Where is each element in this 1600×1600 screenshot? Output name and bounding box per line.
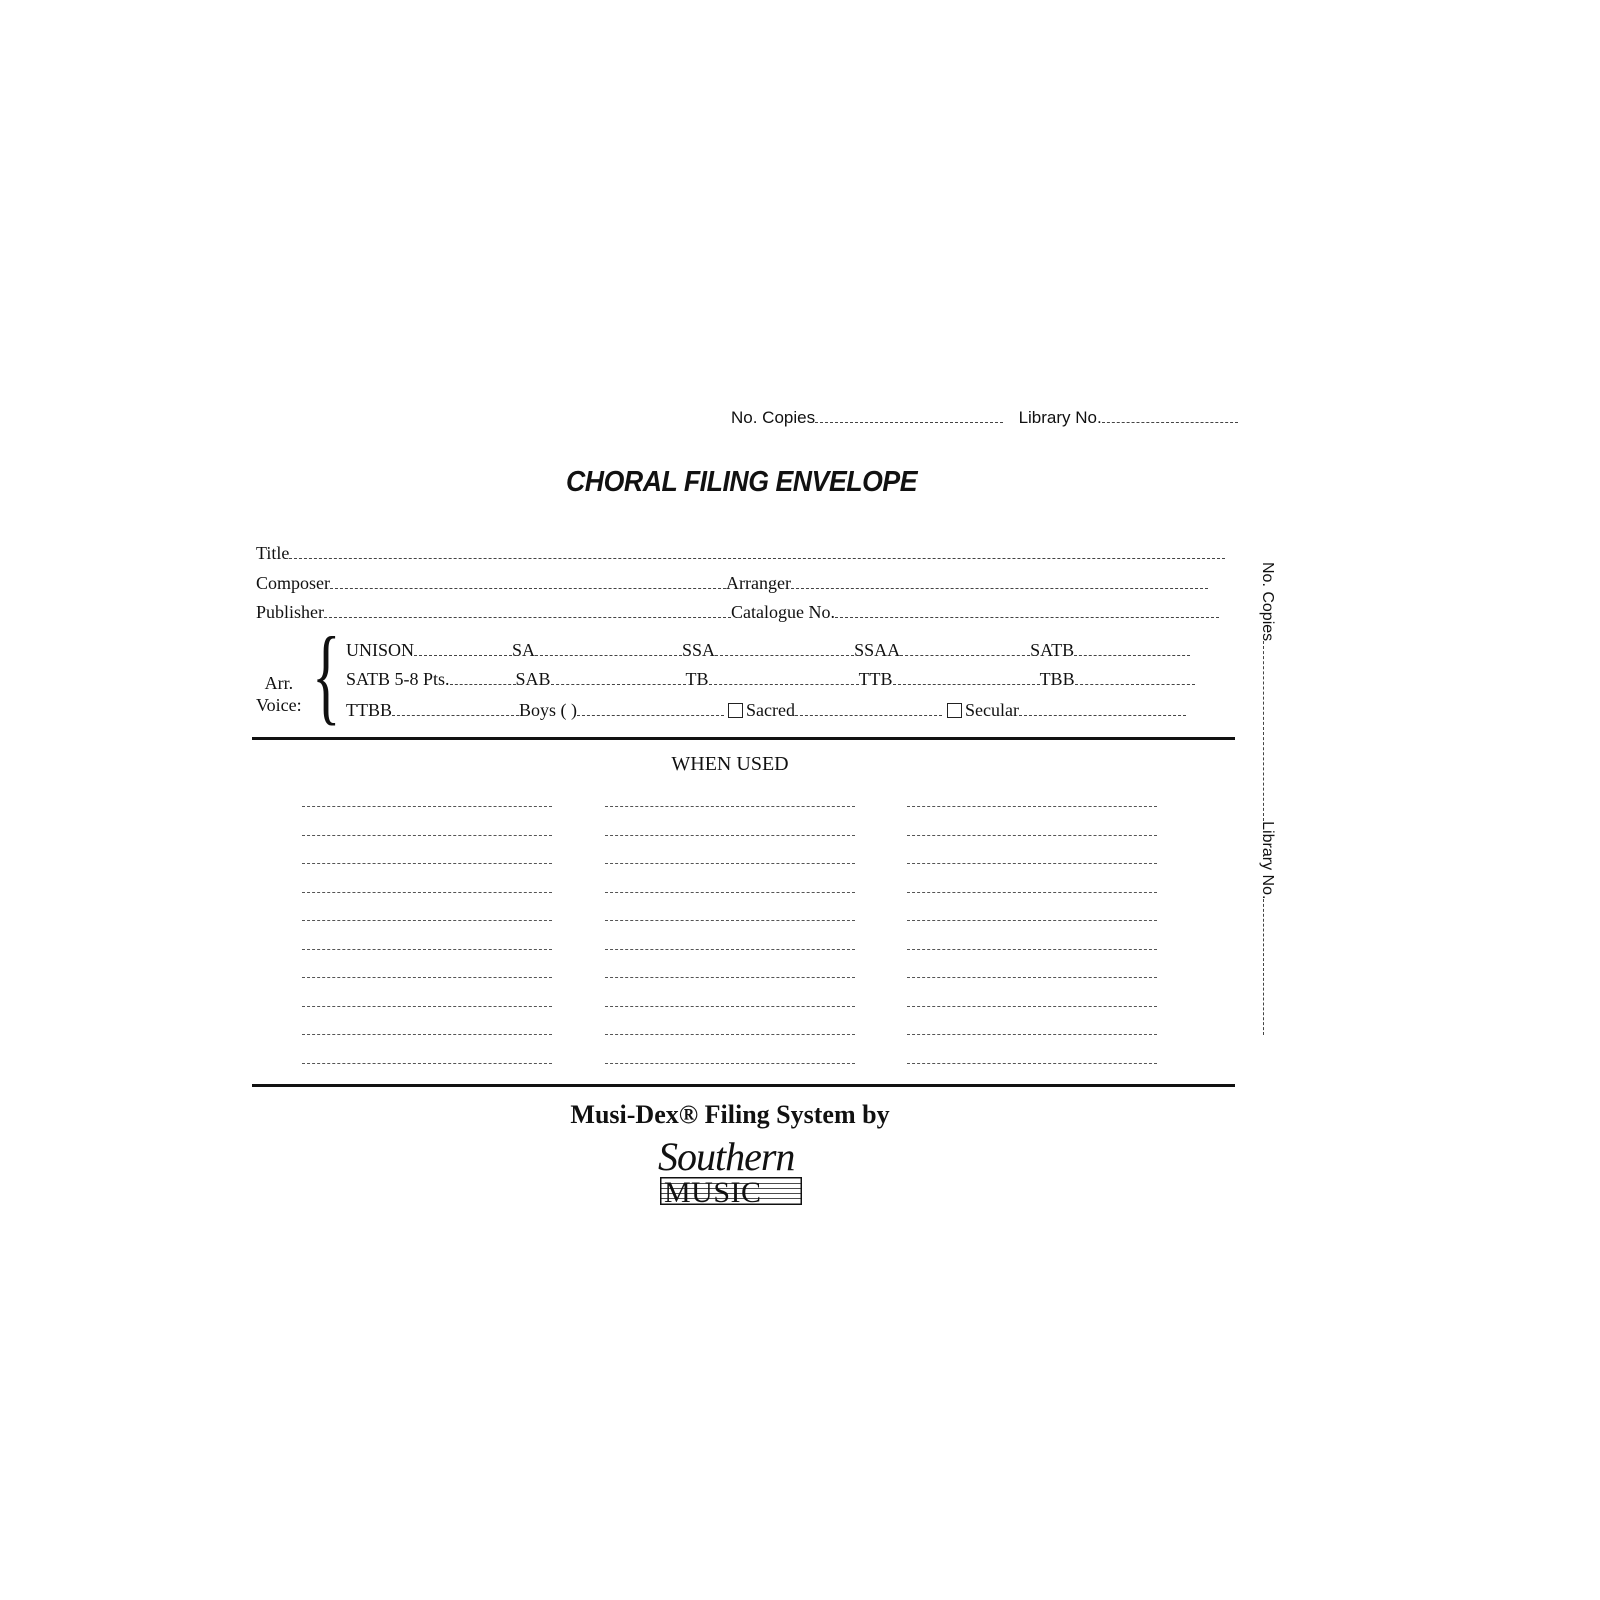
voice-row-2 [346,669,1195,690]
when-used-heading: WHEN USED [671,753,789,775]
composer-label: Composer [256,573,330,593]
voice-option-ssa[interactable]: SSA [682,640,854,661]
logo-script-word: Southern [658,1134,795,1179]
when-used-line[interactable] [302,1006,552,1007]
voice-option-ttbb[interactable]: TTBB [346,700,519,721]
side-library-no-blank[interactable] [1263,899,1264,1035]
library-no-label: Library No. [1018,408,1102,427]
voice-option-sa[interactable]: SA [512,640,682,661]
when-used-line[interactable] [605,1034,855,1035]
voice-option-tbb[interactable]: TBB [1040,669,1195,690]
when-used-line[interactable] [907,949,1157,950]
voice-option-satb[interactable]: SATB [1030,640,1190,661]
when-used-line[interactable] [907,920,1157,921]
secular-option[interactable]: Secular [947,700,1186,721]
when-used-line[interactable] [605,892,855,893]
publisher-row [256,602,1219,623]
publisher-blank[interactable] [324,617,731,618]
logo-block-word: MUSIC [664,1176,762,1209]
voice-row-3 [346,700,1186,721]
when-used-line[interactable] [907,1034,1157,1035]
composer-row [256,573,1208,594]
voice-option-ssaa[interactable]: SSAA [854,640,1030,661]
when-used-line[interactable] [907,835,1157,836]
form-title: CHORAL FILING ENVELOPE [566,466,918,498]
voice-row-1 [346,640,1190,661]
header-copies-library [731,408,1238,428]
when-used-line[interactable] [302,949,552,950]
voice-option-tb[interactable]: TB [686,669,859,690]
side-library-no-label: Library No. [1259,821,1276,900]
library-no-blank[interactable] [1102,422,1238,423]
arr-label-line2: Voice: [256,695,302,715]
divider-top [252,737,1235,740]
when-used-line[interactable] [302,920,552,921]
when-used-line[interactable] [302,835,552,836]
when-used-line[interactable] [302,863,552,864]
no-copies-blank[interactable] [815,422,1003,423]
voice-option-sab[interactable]: SAB [516,669,686,690]
when-used-line[interactable] [605,1006,855,1007]
no-copies-label: No. Copies [731,408,816,427]
title-row [256,543,1225,564]
arr-label-line1: Arr. [264,673,294,693]
publisher-label: Publisher [256,602,325,622]
when-used-line[interactable] [302,892,552,893]
when-used-column-3 [907,806,1157,1091]
voice-option-boys[interactable]: Boys ( ) [519,700,724,721]
secular-checkbox[interactable] [947,703,962,718]
catalogue-blank[interactable] [835,617,1219,618]
side-no-copies-blank[interactable] [1263,641,1264,821]
southern-music-logo [656,1134,804,1209]
arranger-label: Arranger [726,573,791,593]
when-used-line[interactable] [907,863,1157,864]
when-used-line[interactable] [907,1006,1157,1007]
when-used-line[interactable] [907,892,1157,893]
catalogue-label: Catalogue No. [731,602,835,622]
when-used-line[interactable] [302,806,552,807]
when-used-line[interactable] [302,1063,552,1064]
title-blank[interactable] [289,558,1225,559]
divider-bottom [252,1084,1235,1087]
when-used-line[interactable] [605,835,855,836]
voice-option-unison[interactable]: UNISON [346,640,512,661]
when-used-line[interactable] [302,1034,552,1035]
footer-text: Musi-Dex® Filing System by [570,1100,890,1129]
sacred-checkbox[interactable] [728,703,743,718]
when-used-line[interactable] [907,806,1157,807]
when-used-line[interactable] [605,863,855,864]
when-used-line[interactable] [907,1063,1157,1064]
title-label: Title [256,543,290,563]
sacred-option[interactable]: Sacred [728,700,942,721]
brace-icon: { [312,616,341,735]
when-used-line[interactable] [605,949,855,950]
when-used-line[interactable] [605,977,855,978]
arranger-blank[interactable] [791,588,1208,589]
when-used-line[interactable] [302,977,552,978]
when-used-column-2 [605,806,855,1091]
composer-blank[interactable] [330,588,726,589]
when-used-line[interactable] [907,977,1157,978]
voice-option-ttb[interactable]: TTB [859,669,1040,690]
when-used-column-1 [302,806,552,1091]
when-used-line[interactable] [605,806,855,807]
voice-option-satb-5-8[interactable]: SATB 5-8 Pts. [346,669,516,690]
when-used-line[interactable] [605,920,855,921]
side-no-copies-label: No. Copies [1259,562,1276,642]
arr-voice-label [256,672,302,716]
side-strip [1258,562,1276,1035]
when-used-line[interactable] [605,1063,855,1064]
